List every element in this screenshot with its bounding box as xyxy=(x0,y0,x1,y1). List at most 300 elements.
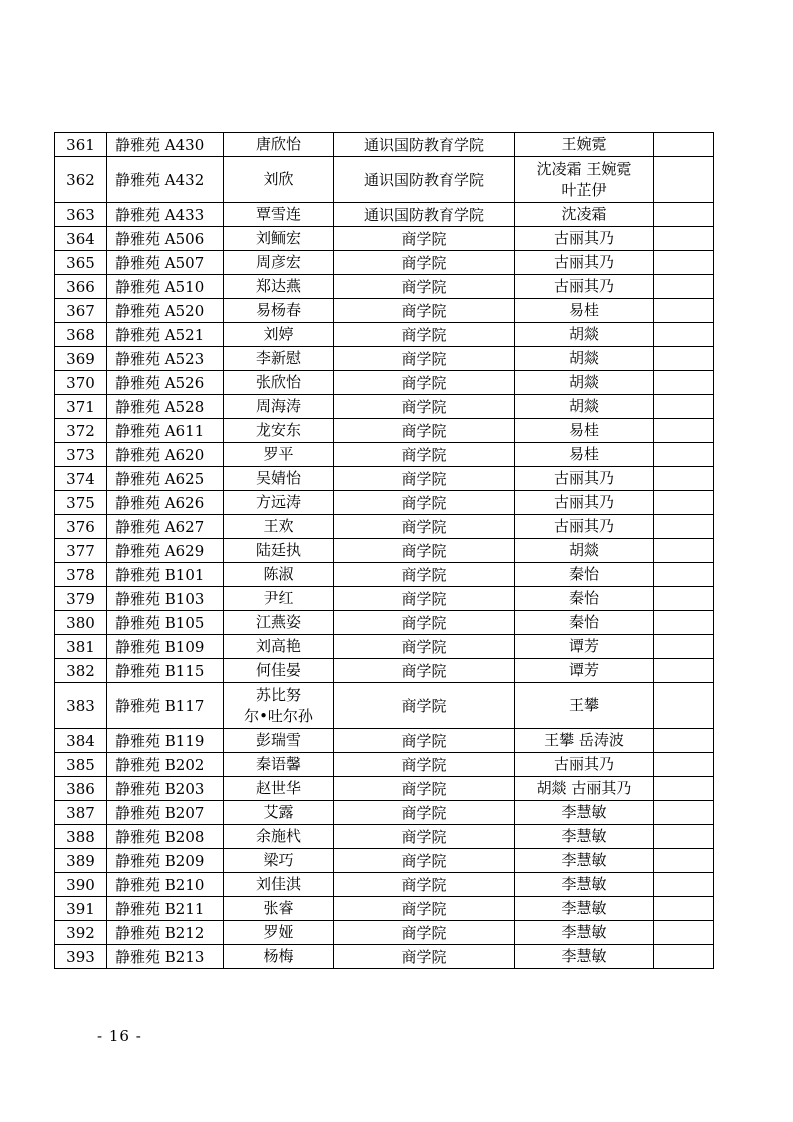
dorm-room-cell: 静雅苑 A620 xyxy=(107,443,224,467)
college-cell: 商学院 xyxy=(334,659,515,683)
advisor-cell xyxy=(515,371,654,395)
advisor-cell xyxy=(515,897,654,921)
blank-cell xyxy=(654,491,714,515)
dorm-room-cell: 静雅苑 B213 xyxy=(107,945,224,969)
dorm-room-cell: 静雅苑 A507 xyxy=(107,251,224,275)
college-cell: 商学院 xyxy=(334,683,515,729)
dorm-room-cell: 静雅苑 A629 xyxy=(107,539,224,563)
student-name-cell-line: 郑达燕 xyxy=(255,277,301,295)
student-name-cell-line: 覃雪连 xyxy=(255,205,301,223)
student-name-cell-line: 赵世华 xyxy=(255,779,301,797)
student-name-cell-line: 易杨春 xyxy=(255,301,301,319)
advisor-cell-line: 秦怡 xyxy=(568,565,599,583)
row-number-cell: 366 xyxy=(55,275,107,299)
dorm-room-cell: 静雅苑 A526 xyxy=(107,371,224,395)
blank-cell xyxy=(654,587,714,611)
college-cell: 商学院 xyxy=(334,371,515,395)
student-name-cell-line: 苏比努 xyxy=(255,685,301,704)
row-number-cell: 388 xyxy=(55,825,107,849)
table-row xyxy=(55,753,714,777)
table-row xyxy=(55,227,714,251)
student-name-cell xyxy=(224,395,334,419)
blank-cell xyxy=(654,539,714,563)
blank-cell xyxy=(654,157,714,203)
blank-cell xyxy=(654,659,714,683)
table-row xyxy=(55,251,714,275)
dorm-room-cell: 静雅苑 A626 xyxy=(107,491,224,515)
table-row xyxy=(55,659,714,683)
table-row xyxy=(55,467,714,491)
dorm-room-cell: 静雅苑 A523 xyxy=(107,347,224,371)
student-name-cell xyxy=(224,347,334,371)
student-name-cell xyxy=(224,157,334,203)
student-name-cell xyxy=(224,563,334,587)
advisor-cell xyxy=(515,395,654,419)
dorm-room-cell: 静雅苑 B103 xyxy=(107,587,224,611)
dorm-room-cell: 静雅苑 A510 xyxy=(107,275,224,299)
student-name-cell-line: 刘婷 xyxy=(263,325,294,343)
advisor-cell xyxy=(515,275,654,299)
college-cell: 商学院 xyxy=(334,825,515,849)
table-row xyxy=(55,323,714,347)
advisor-cell xyxy=(515,753,654,777)
dorm-room-cell: 静雅苑 B202 xyxy=(107,753,224,777)
student-name-cell xyxy=(224,801,334,825)
row-number-cell: 389 xyxy=(55,849,107,873)
advisor-cell xyxy=(515,659,654,683)
student-name-cell xyxy=(224,921,334,945)
advisor-cell-line: 王婉霓 xyxy=(561,135,607,153)
student-name-cell xyxy=(224,133,334,157)
college-cell: 商学院 xyxy=(334,777,515,801)
student-name-cell-line: 何佳晏 xyxy=(255,661,301,679)
student-name-cell-line: 刘高艳 xyxy=(255,637,301,655)
college-cell: 商学院 xyxy=(334,299,515,323)
student-name-cell-line: 方远涛 xyxy=(255,493,301,511)
college-cell: 商学院 xyxy=(334,419,515,443)
table-row xyxy=(55,275,714,299)
advisor-cell-line: 李慧敏 xyxy=(561,923,607,941)
table-row xyxy=(55,849,714,873)
student-name-cell xyxy=(224,443,334,467)
dormitory-roster-table xyxy=(54,132,714,969)
advisor-cell-line: 王攀 xyxy=(568,696,599,714)
advisor-cell xyxy=(515,467,654,491)
college-cell: 商学院 xyxy=(334,275,515,299)
blank-cell xyxy=(654,825,714,849)
table-row xyxy=(55,635,714,659)
student-name-cell-line: 秦语馨 xyxy=(255,755,301,773)
blank-cell xyxy=(654,467,714,491)
student-name-cell-line: 王欢 xyxy=(263,517,294,535)
blank-cell xyxy=(654,873,714,897)
table-row xyxy=(55,203,714,227)
row-number-cell: 392 xyxy=(55,921,107,945)
row-number-cell: 369 xyxy=(55,347,107,371)
college-cell: 商学院 xyxy=(334,563,515,587)
row-number-cell: 386 xyxy=(55,777,107,801)
row-number-cell: 378 xyxy=(55,563,107,587)
college-cell: 商学院 xyxy=(334,801,515,825)
student-name-cell-line: 梁巧 xyxy=(263,851,294,869)
student-name-cell-line: 李新慰 xyxy=(255,349,301,367)
blank-cell xyxy=(654,395,714,419)
advisor-cell-line: 胡燚 古丽其乃 xyxy=(536,779,632,797)
advisor-cell xyxy=(515,683,654,729)
advisor-cell xyxy=(515,491,654,515)
advisor-cell-line: 易桂 xyxy=(568,445,599,463)
advisor-cell xyxy=(515,133,654,157)
student-name-cell-line: 罗娅 xyxy=(263,923,294,941)
college-cell: 商学院 xyxy=(334,539,515,563)
advisor-cell-line: 易桂 xyxy=(568,301,599,319)
student-name-cell xyxy=(224,467,334,491)
table-row xyxy=(55,299,714,323)
student-name-cell-line: 艾露 xyxy=(263,803,294,821)
dorm-room-cell: 静雅苑 A625 xyxy=(107,467,224,491)
student-name-cell-line: 龙安东 xyxy=(255,421,301,439)
advisor-cell-line: 秦怡 xyxy=(568,613,599,631)
advisor-cell-line: 古丽其乃 xyxy=(553,517,614,535)
dorm-room-cell: 静雅苑 B119 xyxy=(107,729,224,753)
blank-cell xyxy=(654,347,714,371)
advisor-cell-line: 胡燚 xyxy=(568,373,599,391)
dorm-room-cell: 静雅苑 B109 xyxy=(107,635,224,659)
advisor-cell xyxy=(515,801,654,825)
student-name-cell-line: 周海涛 xyxy=(255,397,301,415)
row-number-cell: 364 xyxy=(55,227,107,251)
student-name-cell xyxy=(224,371,334,395)
college-cell: 商学院 xyxy=(334,945,515,969)
student-name-cell-line: 陈淑 xyxy=(263,565,294,583)
student-name-cell xyxy=(224,659,334,683)
student-name-cell-line: 张欣怡 xyxy=(255,373,301,391)
dorm-room-cell: 静雅苑 A627 xyxy=(107,515,224,539)
student-name-cell-line: 余施杙 xyxy=(255,827,301,845)
student-name-cell xyxy=(224,299,334,323)
blank-cell xyxy=(654,515,714,539)
advisor-cell-line: 古丽其乃 xyxy=(553,493,614,511)
blank-cell xyxy=(654,945,714,969)
student-name-cell xyxy=(224,825,334,849)
row-number-cell: 390 xyxy=(55,873,107,897)
advisor-cell xyxy=(515,945,654,969)
row-number-cell: 363 xyxy=(55,203,107,227)
advisor-cell-line: 秦怡 xyxy=(568,589,599,607)
advisor-cell-line: 沈凌霜 xyxy=(561,205,607,223)
table-row xyxy=(55,825,714,849)
advisor-cell-line: 谭芳 xyxy=(568,661,599,679)
student-name-cell-line: 罗平 xyxy=(263,445,294,463)
student-name-cell xyxy=(224,729,334,753)
table-row xyxy=(55,801,714,825)
table-row xyxy=(55,611,714,635)
row-number-cell: 362 xyxy=(55,157,107,203)
student-name-cell xyxy=(224,323,334,347)
row-number-cell: 391 xyxy=(55,897,107,921)
student-name-cell xyxy=(224,683,334,729)
advisor-cell xyxy=(515,203,654,227)
advisor-cell-line: 谭芳 xyxy=(568,637,599,655)
college-cell: 商学院 xyxy=(334,323,515,347)
page-number: - 16 - xyxy=(97,1027,142,1045)
row-number-cell: 376 xyxy=(55,515,107,539)
college-cell: 商学院 xyxy=(334,921,515,945)
college-cell: 商学院 xyxy=(334,753,515,777)
advisor-cell xyxy=(515,157,654,203)
student-name-cell xyxy=(224,491,334,515)
blank-cell xyxy=(654,251,714,275)
advisor-cell xyxy=(515,539,654,563)
blank-cell xyxy=(654,801,714,825)
dorm-room-cell: 静雅苑 A528 xyxy=(107,395,224,419)
blank-cell xyxy=(654,443,714,467)
student-name-cell xyxy=(224,539,334,563)
row-number-cell: 365 xyxy=(55,251,107,275)
student-name-cell xyxy=(224,777,334,801)
blank-cell xyxy=(654,753,714,777)
college-cell: 商学院 xyxy=(334,467,515,491)
advisor-cell xyxy=(515,419,654,443)
dorm-room-cell: 静雅苑 A432 xyxy=(107,157,224,203)
student-name-cell xyxy=(224,587,334,611)
college-cell: 商学院 xyxy=(334,611,515,635)
blank-cell xyxy=(654,849,714,873)
student-name-cell xyxy=(224,227,334,251)
advisor-cell-line: 胡燚 xyxy=(568,541,599,559)
row-number-cell: 385 xyxy=(55,753,107,777)
advisor-cell xyxy=(515,443,654,467)
student-name-cell-line: 刘鲕宏 xyxy=(255,229,301,247)
blank-cell xyxy=(654,611,714,635)
table-row xyxy=(55,729,714,753)
student-name-cell-line: 吴婧怡 xyxy=(255,469,301,487)
advisor-cell-line: 王攀 岳涛波 xyxy=(544,731,624,749)
blank-cell xyxy=(654,203,714,227)
row-number-cell: 371 xyxy=(55,395,107,419)
dorm-room-cell: 静雅苑 B212 xyxy=(107,921,224,945)
blank-cell xyxy=(654,563,714,587)
student-name-cell xyxy=(224,611,334,635)
row-number-cell: 370 xyxy=(55,371,107,395)
student-name-cell-line: 杨梅 xyxy=(263,947,294,965)
student-name-cell xyxy=(224,275,334,299)
table-row xyxy=(55,683,714,729)
college-cell: 通识国防教育学院 xyxy=(334,133,515,157)
advisor-cell xyxy=(515,921,654,945)
table-row xyxy=(55,491,714,515)
advisor-cell xyxy=(515,777,654,801)
advisor-cell-line: 李慧敏 xyxy=(561,827,607,845)
dorm-room-cell: 静雅苑 A430 xyxy=(107,133,224,157)
row-number-cell: 374 xyxy=(55,467,107,491)
student-name-cell xyxy=(224,897,334,921)
advisor-cell xyxy=(515,729,654,753)
college-cell: 商学院 xyxy=(334,395,515,419)
advisor-cell xyxy=(515,323,654,347)
table-row xyxy=(55,133,714,157)
table-row xyxy=(55,945,714,969)
table-row xyxy=(55,921,714,945)
dorm-room-cell: 静雅苑 A520 xyxy=(107,299,224,323)
advisor-cell xyxy=(515,299,654,323)
blank-cell xyxy=(654,897,714,921)
dorm-room-cell: 静雅苑 B209 xyxy=(107,849,224,873)
student-name-cell-line: 彭瑞雪 xyxy=(255,731,301,749)
row-number-cell: 368 xyxy=(55,323,107,347)
dorm-room-cell: 静雅苑 B105 xyxy=(107,611,224,635)
student-name-cell xyxy=(224,635,334,659)
dorm-room-cell: 静雅苑 A521 xyxy=(107,323,224,347)
dorm-room-cell: 静雅苑 B115 xyxy=(107,659,224,683)
advisor-cell-line: 古丽其乃 xyxy=(553,229,614,247)
student-name-cell-line: 尹红 xyxy=(263,589,294,607)
advisor-cell-line: 古丽其乃 xyxy=(553,253,614,271)
advisor-cell-line: 李慧敏 xyxy=(561,803,607,821)
dorm-room-cell: 静雅苑 B117 xyxy=(107,683,224,729)
advisor-cell xyxy=(515,873,654,897)
blank-cell xyxy=(654,323,714,347)
roster-sheet xyxy=(54,132,713,969)
blank-cell xyxy=(654,227,714,251)
college-cell: 商学院 xyxy=(334,849,515,873)
college-cell: 商学院 xyxy=(334,873,515,897)
row-number-cell: 375 xyxy=(55,491,107,515)
table-row xyxy=(55,873,714,897)
student-name-cell-line: 陆廷执 xyxy=(255,541,301,559)
college-cell: 商学院 xyxy=(334,635,515,659)
blank-cell xyxy=(654,133,714,157)
advisor-cell xyxy=(515,587,654,611)
blank-cell xyxy=(654,635,714,659)
college-cell: 商学院 xyxy=(334,729,515,753)
row-number-cell: 379 xyxy=(55,587,107,611)
college-cell: 商学院 xyxy=(334,587,515,611)
student-name-cell xyxy=(224,203,334,227)
table-row xyxy=(55,587,714,611)
row-number-cell: 393 xyxy=(55,945,107,969)
dorm-room-cell: 静雅苑 B203 xyxy=(107,777,224,801)
college-cell: 商学院 xyxy=(334,515,515,539)
advisor-cell-line: 胡燚 xyxy=(568,349,599,367)
table-row xyxy=(55,897,714,921)
table-row xyxy=(55,539,714,563)
advisor-cell-line: 古丽其乃 xyxy=(553,277,614,295)
table-row xyxy=(55,371,714,395)
row-number-cell: 380 xyxy=(55,611,107,635)
advisor-cell xyxy=(515,227,654,251)
college-cell: 商学院 xyxy=(334,251,515,275)
advisor-cell xyxy=(515,563,654,587)
student-name-cell xyxy=(224,419,334,443)
blank-cell xyxy=(654,371,714,395)
blank-cell xyxy=(654,921,714,945)
advisor-cell-line: 易桂 xyxy=(568,421,599,439)
student-name-cell-line: 尔•吐尔孙 xyxy=(244,706,313,725)
dorm-room-cell: 静雅苑 A433 xyxy=(107,203,224,227)
student-name-cell-line: 周彦宏 xyxy=(255,253,301,271)
blank-cell xyxy=(654,777,714,801)
advisor-cell-line: 李慧敏 xyxy=(561,899,607,917)
advisor-cell xyxy=(515,515,654,539)
dorm-room-cell: 静雅苑 B211 xyxy=(107,897,224,921)
blank-cell xyxy=(654,729,714,753)
table-row xyxy=(55,515,714,539)
college-cell: 商学院 xyxy=(334,347,515,371)
blank-cell xyxy=(654,419,714,443)
college-cell: 商学院 xyxy=(334,227,515,251)
student-name-cell-line: 刘欣 xyxy=(263,170,294,188)
row-number-cell: 383 xyxy=(55,683,107,729)
student-name-cell-line: 刘佳淇 xyxy=(255,875,301,893)
blank-cell xyxy=(654,683,714,729)
blank-cell xyxy=(654,275,714,299)
advisor-cell-line: 古丽其乃 xyxy=(553,469,614,487)
advisor-cell xyxy=(515,635,654,659)
dorm-room-cell: 静雅苑 B210 xyxy=(107,873,224,897)
table-row xyxy=(55,777,714,801)
dorm-room-cell: 静雅苑 A506 xyxy=(107,227,224,251)
row-number-cell: 373 xyxy=(55,443,107,467)
advisor-cell-line: 李慧敏 xyxy=(561,875,607,893)
college-cell: 通识国防教育学院 xyxy=(334,157,515,203)
table-row xyxy=(55,563,714,587)
college-cell: 商学院 xyxy=(334,897,515,921)
dorm-room-cell: 静雅苑 A611 xyxy=(107,419,224,443)
table-row xyxy=(55,395,714,419)
student-name-cell xyxy=(224,251,334,275)
student-name-cell xyxy=(224,849,334,873)
advisor-cell-line: 古丽其乃 xyxy=(553,755,614,773)
dorm-room-cell: 静雅苑 B101 xyxy=(107,563,224,587)
advisor-cell-line: 沈凌霜 王婉霓 xyxy=(536,159,632,178)
row-number-cell: 384 xyxy=(55,729,107,753)
row-number-cell: 387 xyxy=(55,801,107,825)
advisor-cell xyxy=(515,347,654,371)
advisor-cell xyxy=(515,849,654,873)
advisor-cell-line: 叶芷伊 xyxy=(561,180,607,199)
row-number-cell: 382 xyxy=(55,659,107,683)
college-cell: 通识国防教育学院 xyxy=(334,203,515,227)
college-cell: 商学院 xyxy=(334,491,515,515)
advisor-cell xyxy=(515,611,654,635)
blank-cell xyxy=(654,299,714,323)
roster-body xyxy=(55,133,714,969)
advisor-cell-line: 李慧敏 xyxy=(561,947,607,965)
advisor-cell xyxy=(515,825,654,849)
advisor-cell-line: 李慧敏 xyxy=(561,851,607,869)
student-name-cell-line: 江燕姿 xyxy=(255,613,301,631)
row-number-cell: 367 xyxy=(55,299,107,323)
student-name-cell-line: 唐欣怡 xyxy=(255,135,301,153)
advisor-cell-line: 胡燚 xyxy=(568,397,599,415)
student-name-cell xyxy=(224,945,334,969)
student-name-cell-line: 张睿 xyxy=(263,899,294,917)
student-name-cell xyxy=(224,515,334,539)
advisor-cell-line: 胡燚 xyxy=(568,325,599,343)
row-number-cell: 361 xyxy=(55,133,107,157)
row-number-cell: 372 xyxy=(55,419,107,443)
student-name-cell xyxy=(224,753,334,777)
dorm-room-cell: 静雅苑 B207 xyxy=(107,801,224,825)
table-row xyxy=(55,157,714,203)
row-number-cell: 377 xyxy=(55,539,107,563)
student-name-cell xyxy=(224,873,334,897)
table-row xyxy=(55,419,714,443)
table-row xyxy=(55,443,714,467)
advisor-cell xyxy=(515,251,654,275)
table-row xyxy=(55,347,714,371)
